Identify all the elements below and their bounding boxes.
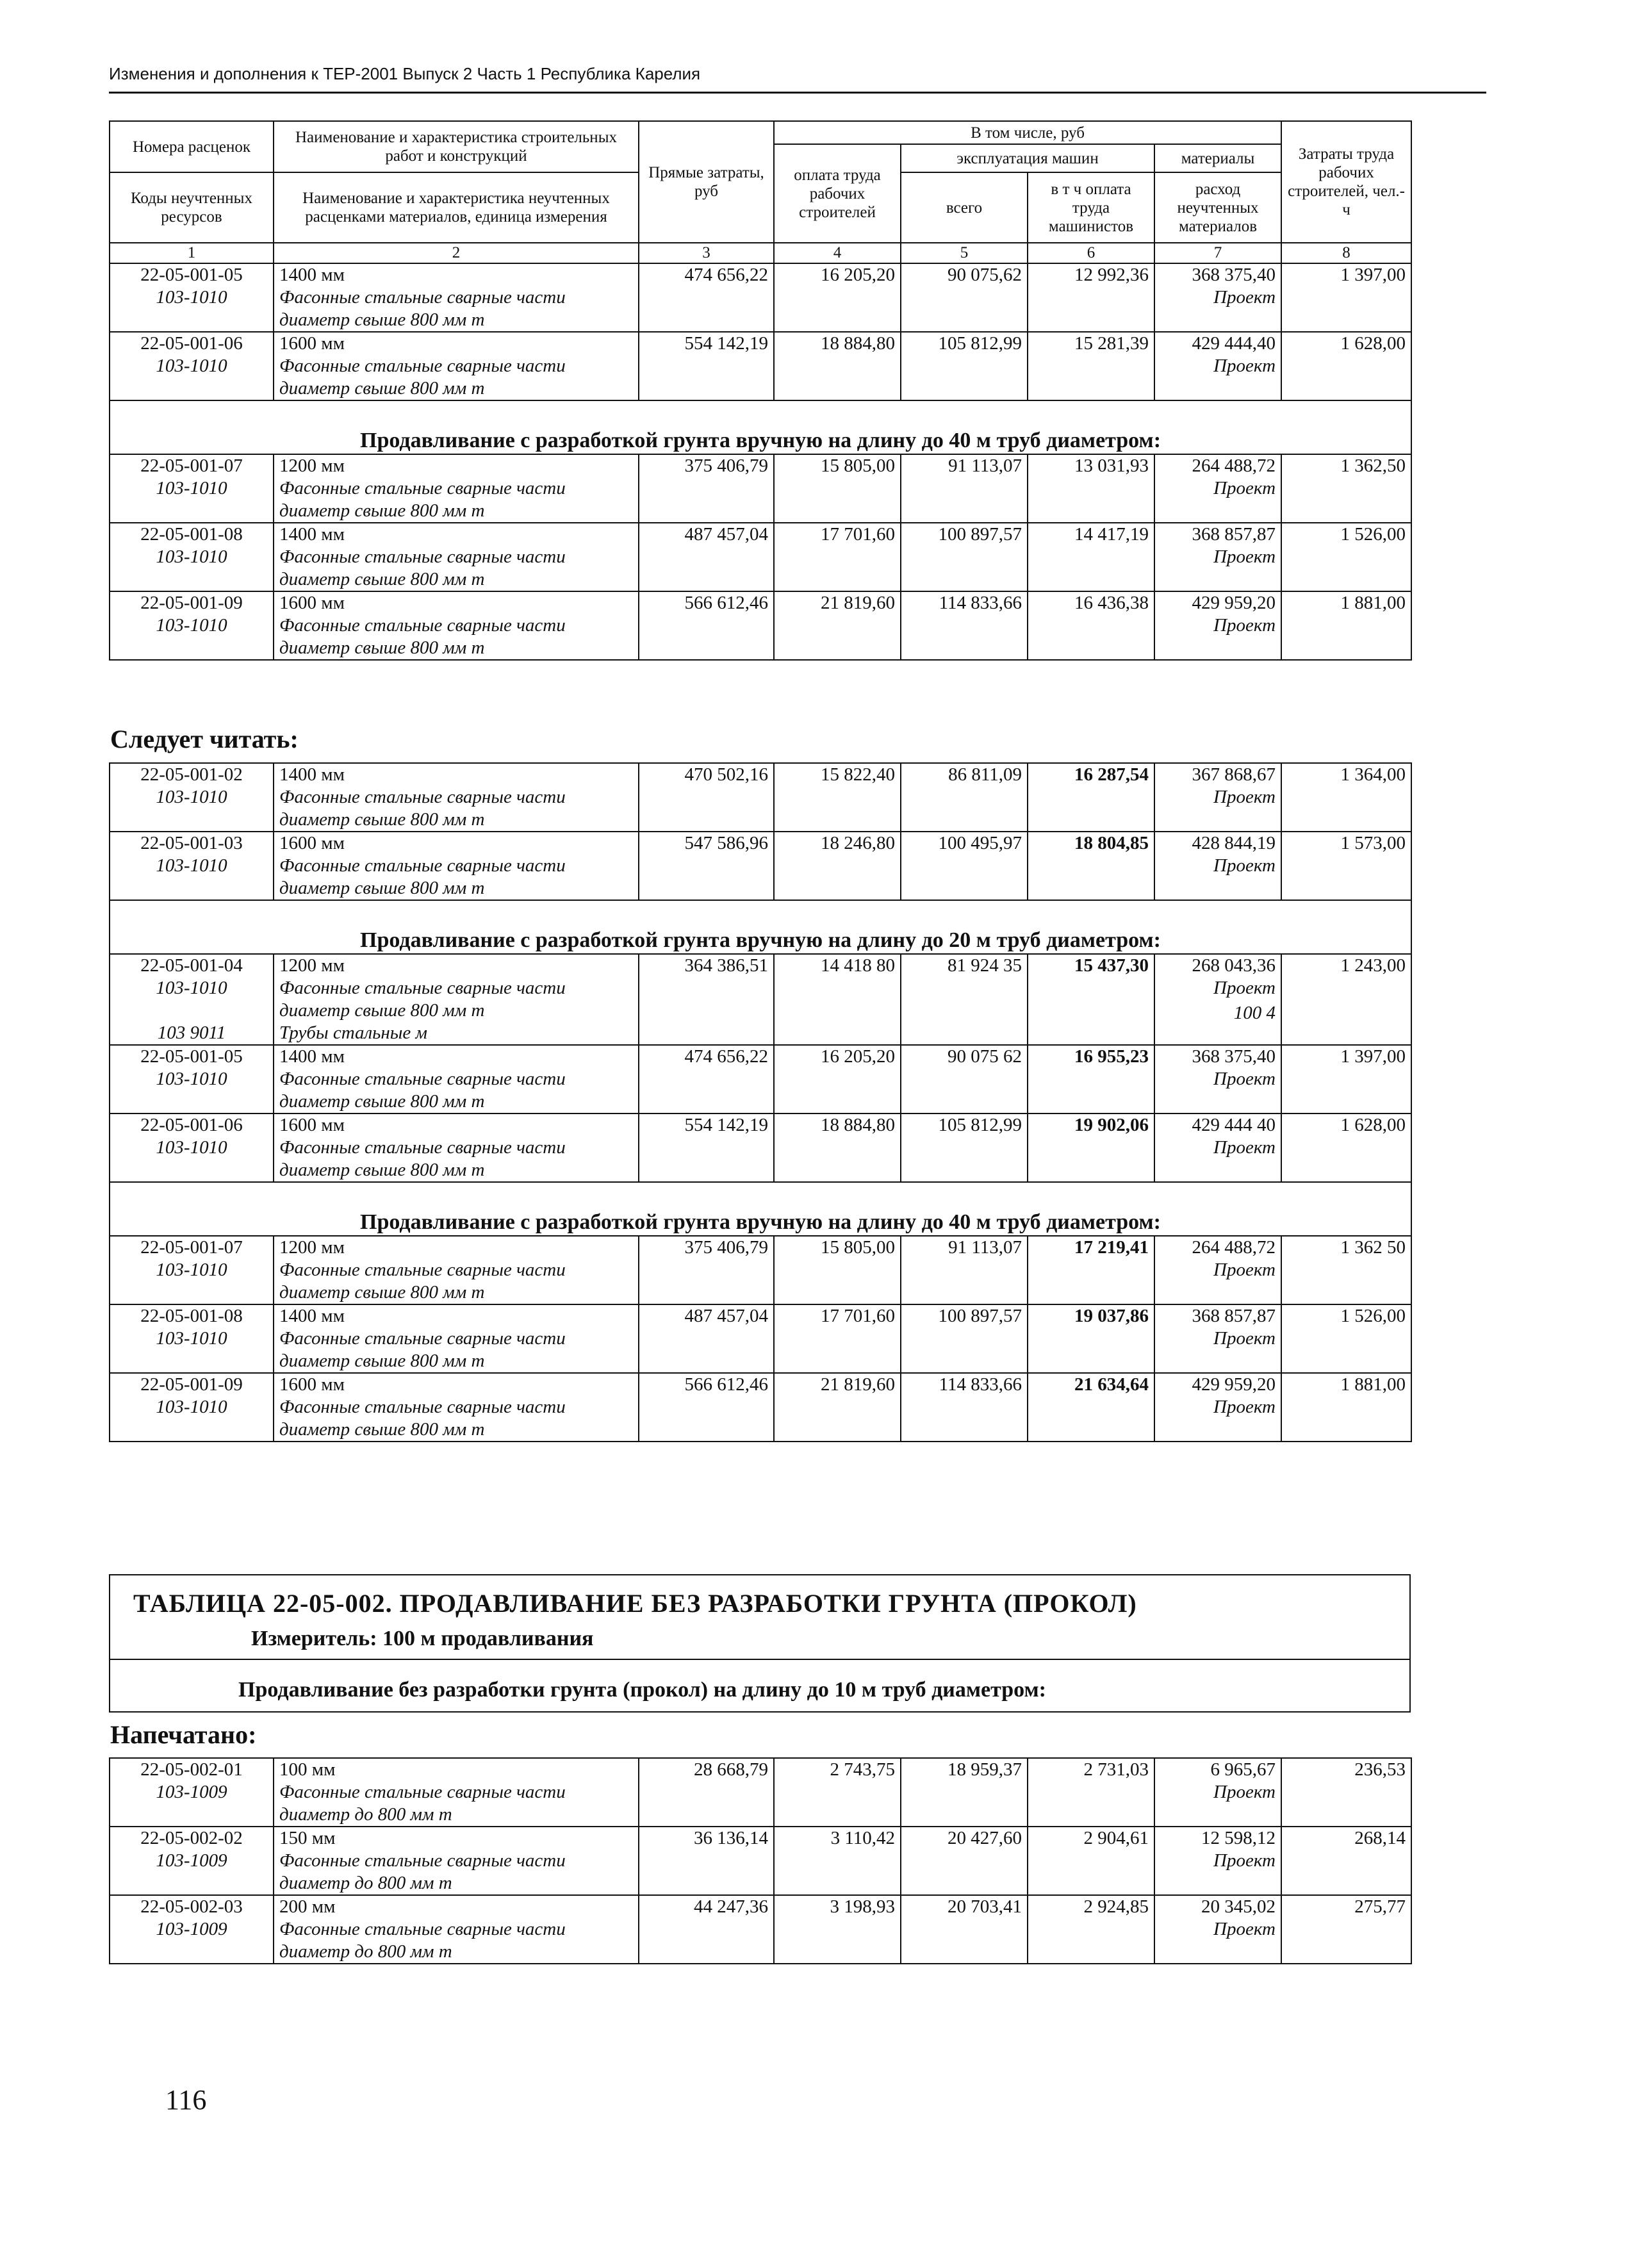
machine-cost: 90 075 62 [901, 1045, 1028, 1113]
machine-cost: 100 495,97 [901, 832, 1028, 900]
labor-hours: 1 628,00 [1281, 332, 1411, 400]
machine-wage-cost: 2 924,85 [1028, 1895, 1154, 1964]
resource-code: 103-1010 [156, 1397, 227, 1417]
work-name: 1400 мм [279, 524, 345, 545]
work-name: 1400 мм [279, 1306, 345, 1326]
resource-name-unit: диаметр до 800 мм т [279, 1941, 452, 1962]
resource-name: Фасонные стальные сварные части [279, 1069, 566, 1089]
labor-hours: 1 881,00 [1281, 1373, 1411, 1442]
table-row [110, 591, 1411, 660]
resource-name-unit: диаметр свыше 800 мм т [279, 1160, 485, 1180]
machine-wage-cost: 2 904,61 [1028, 1827, 1154, 1895]
resource-name: Фасонные стальные сварные части [279, 787, 566, 807]
rate-code: 22-05-002-01 [140, 1759, 243, 1780]
material-note: Проект [1213, 1919, 1276, 1939]
machine-cost: 105 812,99 [901, 332, 1028, 400]
page-number: 116 [165, 2084, 207, 2116]
wage-cost: 17 701,60 [774, 1304, 901, 1373]
wage-cost: 15 805,00 [774, 454, 901, 523]
labor-hours: 1 573,00 [1281, 832, 1411, 900]
resource-name-unit: диаметр свыше 800 мм т [279, 1282, 485, 1302]
material-note: Проект [1213, 478, 1276, 498]
direct-cost: 470 502,16 [639, 763, 774, 832]
resource-code: 103-1010 [156, 356, 227, 376]
label-printed: Напечатано: [110, 1720, 257, 1749]
machine-wage-cost: 16 436,38 [1028, 591, 1154, 660]
labor-hours: 1 628,00 [1281, 1113, 1411, 1182]
material-note: Проект [1213, 1260, 1276, 1280]
direct-cost: 375 406,79 [639, 1236, 774, 1304]
machine-wage-cost: 16 955,23 [1028, 1045, 1154, 1113]
resource-name: Фасонные стальные сварные части [279, 615, 566, 636]
machine-cost: 114 833,66 [901, 1373, 1028, 1442]
work-name: 1600 мм [279, 333, 345, 354]
resource-name: Фасонные стальные сварные части [279, 546, 566, 567]
resource-name-unit: диаметр свыше 800 мм т [279, 569, 485, 589]
material-cost: 368 857,87 [1192, 1306, 1276, 1326]
column-numbers: 1 2 3 4 5 6 7 8 [110, 243, 1411, 263]
hdr-direct: Прямые затраты, руб [639, 121, 774, 243]
resource-code: 103-1010 [156, 1069, 227, 1089]
hdr-name-top: Наименование и характеристика строительных работ и конструкций [274, 121, 639, 172]
work-name: 1200 мм [279, 1237, 345, 1258]
material-cost: 12 598,12 [1201, 1828, 1276, 1848]
hdr-mat: материалы [1154, 144, 1281, 172]
rate-code: 22-05-001-06 [140, 1115, 243, 1135]
rate-code: 22-05-001-09 [140, 593, 243, 613]
rates-table-corrected [109, 762, 1412, 1442]
direct-cost: 36 136,14 [639, 1827, 774, 1895]
machine-cost: 105 812,99 [901, 1113, 1028, 1182]
wage-cost: 15 805,00 [774, 1236, 901, 1304]
wage-cost: 17 701,60 [774, 523, 901, 591]
direct-cost: 44 247,36 [639, 1895, 774, 1964]
hdr-mach: эксплуатация машин [901, 144, 1154, 172]
rate-code: 22-05-001-05 [140, 265, 243, 285]
material-cost: 429 959,20 [1192, 1374, 1276, 1395]
labor-hours: 1 397,00 [1281, 263, 1411, 332]
material-note: Проект [1213, 1397, 1276, 1417]
material-cost: 368 375,40 [1192, 265, 1276, 285]
work-name: 1400 мм [279, 1046, 345, 1067]
direct-cost: 28 668,79 [639, 1758, 774, 1827]
wage-cost: 21 819,60 [774, 1373, 901, 1442]
resource-name: Фасонные стальные сварные части [279, 356, 566, 376]
resource-name-unit: диаметр свыше 800 мм т [279, 1091, 485, 1112]
work-name: 1400 мм [279, 764, 345, 785]
material-cost: 264 488,72 [1192, 1237, 1276, 1258]
rate-code: 22-05-001-02 [140, 764, 243, 785]
work-name: 1600 мм [279, 1115, 345, 1135]
resource-name: Фасонные стальные сварные части [279, 1260, 566, 1280]
wage-cost: 16 205,20 [774, 263, 901, 332]
work-name: 1200 мм [279, 456, 345, 476]
resource-code: 103-1010 [156, 1137, 227, 1158]
direct-cost: 566 612,46 [639, 1373, 774, 1442]
direct-cost: 487 457,04 [639, 523, 774, 591]
machine-cost: 86 811,09 [901, 763, 1028, 832]
resource-code: 103-1010 [156, 1260, 227, 1280]
hdr-mach-total: всего [901, 172, 1028, 243]
machine-wage-cost: 12 992,36 [1028, 263, 1154, 332]
resource-code: 103-1009 [156, 1850, 227, 1871]
direct-cost: 474 656,22 [639, 263, 774, 332]
material-note: Проект [1213, 1069, 1276, 1089]
resource-name: Фасонные стальные сварные части [279, 287, 566, 308]
material-note: Проект [1213, 546, 1276, 567]
table-title: ТАБЛИЦА 22-05-002. ПРОДАВЛИВАНИЕ БЕЗ РАЗРАБОТКИ ГРУНТА (ПРОКОЛ) [133, 1589, 1137, 1618]
work-name: 200 мм [279, 1896, 336, 1917]
material-cost: 20 345,02 [1201, 1896, 1276, 1917]
material-cost: 264 488,72 [1192, 456, 1276, 476]
rate-code: 22-05-002-03 [140, 1896, 243, 1917]
section-heading-20m: Продавливание с разработкой грунта вручную на длину до 20 м труб диаметром: [110, 900, 1411, 954]
resource-name: Фасонные стальные сварные части [279, 1397, 566, 1417]
resource-code: 103-1010 [156, 1328, 227, 1349]
material-note: Проект [1213, 615, 1276, 636]
material-note: Проект [1213, 1328, 1276, 1349]
table-row [110, 1045, 1411, 1113]
work-name: 1400 мм [279, 265, 345, 285]
material-cost: 428 844,19 [1192, 833, 1276, 853]
direct-cost: 554 142,19 [639, 1113, 774, 1182]
resource-name-unit: диаметр свыше 800 мм т [279, 500, 485, 521]
table-row: 22-05-001-04 103-1010 103 9011 1200 мм Фасонные стальные сварные части диаметр свыше 800 мм т Трубы стальные м 364 386,51 14 418 80 81 924 35 15 437,30 268 043,36 Проект 100 4 1 243,00 [110, 954, 1411, 1045]
wage-cost: 15 822,40 [774, 763, 901, 832]
rate-code: 22-05-001-07 [140, 456, 243, 476]
wage-cost: 21 819,60 [774, 591, 901, 660]
direct-cost: 566 612,46 [639, 591, 774, 660]
machine-wage-cost: 2 731,03 [1028, 1758, 1154, 1827]
running-header: Изменения и дополнения к ТЕР-2001 Выпуск 2 Часть 1 Республика Карелия [109, 64, 701, 83]
wage-cost: 16 205,20 [774, 1045, 901, 1113]
resource-name-unit: диаметр свыше 800 мм т [279, 309, 485, 330]
labor-hours: 1 526,00 [1281, 523, 1411, 591]
material-note: Проект [1213, 1137, 1276, 1158]
labor-hours: 275,77 [1281, 1895, 1411, 1964]
hdr-mach-wage: в т ч оплата труда машинистов [1028, 172, 1154, 243]
rate-code: 22-05-002-02 [140, 1828, 243, 1848]
table-section-heading: Продавливание без разработки грунта (прокол) на длину до 10 м труб диаметром: [238, 1678, 1047, 1702]
label-should-read: Следует читать: [110, 725, 299, 753]
work-name: 100 мм [279, 1759, 336, 1780]
machine-cost: 90 075,62 [901, 263, 1028, 332]
table-22-05-002-heading [109, 1574, 1411, 1713]
direct-cost: 547 586,96 [639, 832, 774, 900]
header-rule [109, 92, 1486, 94]
table-row [110, 763, 1411, 832]
hdr-incl: В том числе, руб [774, 121, 1281, 144]
work-name: 1600 мм [279, 593, 345, 613]
machine-cost: 18 959,37 [901, 1758, 1028, 1827]
resource-name-unit: диаметр свыше 800 мм т [279, 1419, 485, 1440]
wage-cost: 18 884,80 [774, 1113, 901, 1182]
machine-wage-cost: 19 902,06 [1028, 1113, 1154, 1182]
rate-code: 22-05-001-08 [140, 524, 243, 545]
labor-hours: 1 881,00 [1281, 591, 1411, 660]
table-unit: Измеритель: 100 м продавливания [251, 1627, 594, 1650]
table-row [110, 523, 1411, 591]
rate-code: 22-05-001-09 [140, 1374, 243, 1395]
material-cost: 429 444,40 [1192, 333, 1276, 354]
material-note: Проект [1213, 1782, 1276, 1802]
resource-name: Фасонные стальные сварные части [279, 1137, 566, 1158]
labor-hours: 1 362 50 [1281, 1236, 1411, 1304]
material-cost: 429 444 40 [1192, 1115, 1276, 1135]
rates-table-top [109, 120, 1412, 661]
labor-hours: 236,53 [1281, 1758, 1411, 1827]
table-row [110, 1373, 1411, 1442]
resource-code: 103-1010 [156, 615, 227, 636]
resource-name: Фасонные стальные сварные части [279, 855, 566, 876]
material-cost: 368 375,40 [1192, 1046, 1276, 1067]
work-name: 1600 мм [279, 833, 345, 853]
direct-cost: 474 656,22 [639, 1045, 774, 1113]
rate-code: 22-05-001-05 [140, 1046, 243, 1067]
hdr-codes-bottom: Коды неучтенных ресурсов [110, 172, 274, 243]
wage-cost: 18 246,80 [774, 832, 901, 900]
resource-name: Фасонные стальные сварные части [279, 1782, 566, 1802]
hdr-mat-bottom: расход неучтенных материалов [1154, 172, 1281, 243]
material-note: Проект [1213, 356, 1276, 376]
section-heading-40m-corrected: Продавливание с разработкой грунта вручную на длину до 40 м труб диаметром: [110, 1182, 1411, 1236]
hdr-labor: Затраты труда рабочих строителей, чел.-ч [1281, 121, 1411, 243]
rate-code: 22-05-001-03 [140, 833, 243, 853]
table-row [110, 263, 1411, 332]
material-cost: 367 868,67 [1192, 764, 1276, 785]
direct-cost: 487 457,04 [639, 1304, 774, 1373]
material-cost: 6 965,67 [1210, 1759, 1276, 1780]
table-row [110, 1827, 1411, 1895]
machine-wage-cost: 13 031,93 [1028, 454, 1154, 523]
machine-cost: 114 833,66 [901, 591, 1028, 660]
hdr-codes-top: Номера расценок [110, 121, 274, 172]
material-cost: 429 959,20 [1192, 593, 1276, 613]
resource-name-unit: диаметр свыше 800 мм т [279, 637, 485, 658]
table-row [110, 832, 1411, 900]
table-row [110, 1113, 1411, 1182]
machine-wage-cost: 17 219,41 [1028, 1236, 1154, 1304]
resource-code: 103-1009 [156, 1919, 227, 1939]
resource-name-unit: диаметр до 800 мм т [279, 1804, 452, 1825]
machine-wage-cost: 19 037,86 [1028, 1304, 1154, 1373]
resource-name: Фасонные стальные сварные части [279, 1328, 566, 1349]
hdr-wage: оплата труда рабочих строителей [774, 144, 901, 243]
resource-code: 103-1010 [156, 287, 227, 308]
machine-wage-cost: 21 634,64 [1028, 1373, 1154, 1442]
work-name: 150 мм [279, 1828, 336, 1848]
machine-cost: 100 897,57 [901, 523, 1028, 591]
resource-name-unit: диаметр свыше 800 мм т [279, 378, 485, 399]
machine-cost: 91 113,07 [901, 1236, 1028, 1304]
material-note: Проект [1213, 287, 1276, 308]
section-heading-40m: Продавливание с разработкой грунта вручную на длину до 40 м труб диаметром: [110, 400, 1411, 454]
resource-code: 103-1009 [156, 1782, 227, 1802]
machine-cost: 91 113,07 [901, 454, 1028, 523]
material-note: Проект [1213, 1850, 1276, 1871]
resource-name-unit: диаметр свыше 800 мм т [279, 878, 485, 898]
labor-hours: 1 397,00 [1281, 1045, 1411, 1113]
table-row [110, 332, 1411, 400]
machine-wage-cost: 18 804,85 [1028, 832, 1154, 900]
direct-cost: 554 142,19 [639, 332, 774, 400]
direct-cost: 375 406,79 [639, 454, 774, 523]
labor-hours: 1 362,50 [1281, 454, 1411, 523]
rate-code: 22-05-001-08 [140, 1306, 243, 1326]
resource-code: 103-1010 [156, 546, 227, 567]
machine-wage-cost: 14 417,19 [1028, 523, 1154, 591]
resource-name-unit: диаметр свыше 800 мм т [279, 1351, 485, 1371]
resource-name: Фасонные стальные сварные части [279, 1850, 566, 1871]
wage-cost: 18 884,80 [774, 332, 901, 400]
labor-hours: 1 364,00 [1281, 763, 1411, 832]
table-row [110, 1895, 1411, 1964]
machine-wage-cost: 15 281,39 [1028, 332, 1154, 400]
wage-cost: 3 198,93 [774, 1895, 901, 1964]
wage-cost: 2 743,75 [774, 1758, 901, 1827]
resource-code: 103-1010 [156, 478, 227, 498]
machine-cost: 20 703,41 [901, 1895, 1028, 1964]
resource-code: 103-1010 [156, 787, 227, 807]
table-row [110, 454, 1411, 523]
table-row [110, 1304, 1411, 1373]
material-cost: 368 857,87 [1192, 524, 1276, 545]
machine-cost: 20 427,60 [901, 1827, 1028, 1895]
resource-name: Фасонные стальные сварные части [279, 1919, 566, 1939]
rates-table-002 [109, 1757, 1412, 1964]
resource-code: 103-1010 [156, 855, 227, 876]
work-name: 1600 мм [279, 1374, 345, 1395]
labor-hours: 268,14 [1281, 1827, 1411, 1895]
wage-cost: 3 110,42 [774, 1827, 901, 1895]
material-note: Проект [1213, 855, 1276, 876]
rate-code: 22-05-001-07 [140, 1237, 243, 1258]
resource-name-unit: диаметр свыше 800 мм т [279, 809, 485, 830]
table-row [110, 1236, 1411, 1304]
material-note: Проект [1213, 787, 1276, 807]
machine-wage-cost: 16 287,54 [1028, 763, 1154, 832]
resource-name: Фасонные стальные сварные части [279, 478, 566, 498]
rate-code: 22-05-001-06 [140, 333, 243, 354]
labor-hours: 1 526,00 [1281, 1304, 1411, 1373]
hdr-name-bottom: Наименование и характеристика неучтенных расценками материалов, единица измерения [274, 172, 639, 243]
resource-name-unit: диаметр до 800 мм т [279, 1873, 452, 1893]
table-row [110, 1758, 1411, 1827]
machine-cost: 100 897,57 [901, 1304, 1028, 1373]
